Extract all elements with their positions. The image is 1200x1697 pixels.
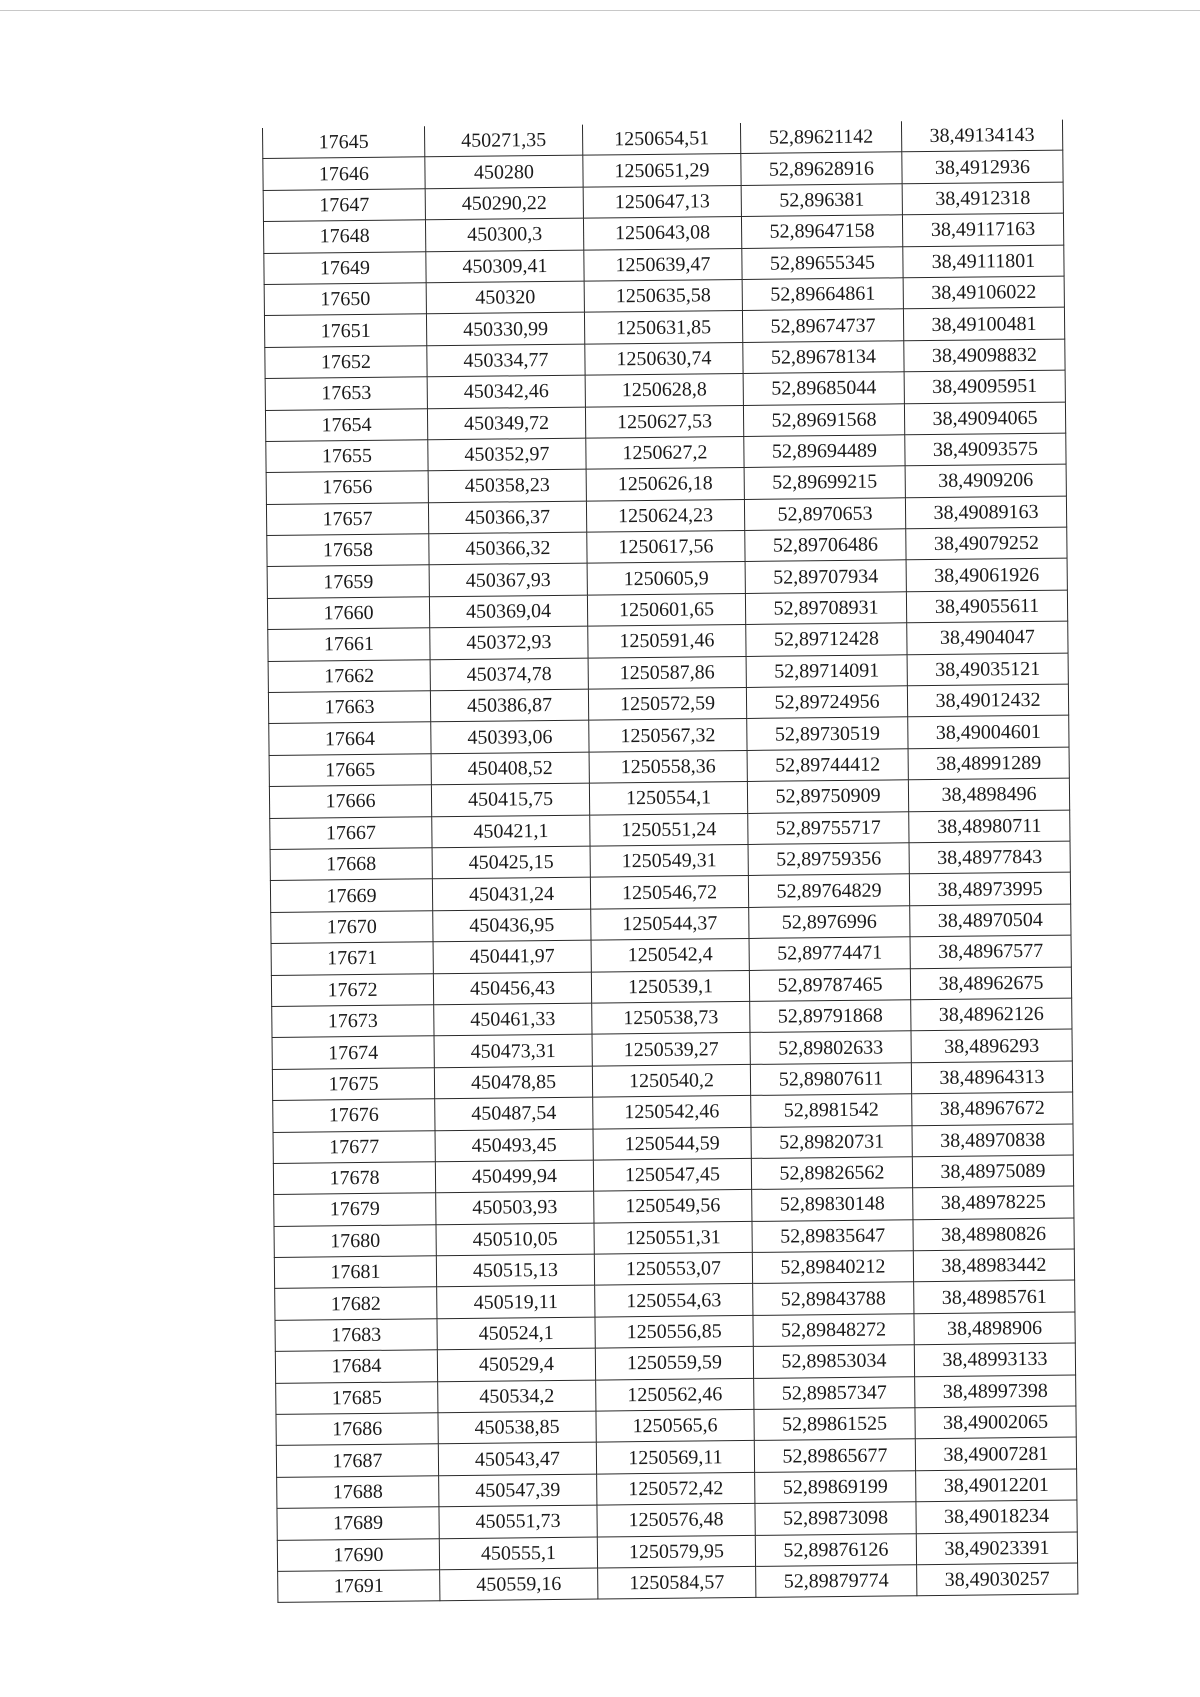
y-coordinate-cell: 1250654,51 — [582, 123, 740, 156]
y-coordinate-cell: 1250554,63 — [595, 1284, 753, 1317]
longitude-cell: 38,49098832 — [904, 339, 1065, 372]
latitude-cell: 52,89694489 — [744, 435, 905, 468]
latitude-cell: 52,89628916 — [741, 152, 902, 185]
latitude-cell: 52,89699215 — [744, 466, 905, 499]
longitude-cell: 38,48967672 — [912, 1092, 1073, 1125]
latitude-cell: 52,89840212 — [752, 1251, 913, 1284]
latitude-cell: 52,89879774 — [756, 1565, 917, 1598]
longitude-cell: 38,49093575 — [905, 433, 1066, 466]
y-coordinate-cell: 1250627,2 — [586, 436, 744, 469]
point-number-cell: 17679 — [274, 1193, 436, 1226]
longitude-cell: 38,49012432 — [907, 684, 1068, 717]
y-coordinate-cell: 1250559,59 — [595, 1347, 753, 1380]
x-coordinate-cell: 450349,72 — [427, 407, 585, 440]
y-coordinate-cell: 1250551,31 — [594, 1221, 752, 1254]
point-number-cell: 17658 — [267, 534, 429, 567]
x-coordinate-cell: 450421,1 — [432, 815, 590, 848]
latitude-cell: 52,89802633 — [750, 1031, 911, 1064]
x-coordinate-cell: 450320 — [426, 281, 584, 314]
latitude-cell: 52,89706486 — [745, 529, 906, 562]
point-number-cell: 17673 — [272, 1005, 434, 1038]
longitude-cell: 38,48967577 — [910, 935, 1071, 968]
y-coordinate-cell: 1250546,72 — [590, 876, 748, 909]
x-coordinate-cell: 450290,22 — [425, 187, 583, 220]
x-coordinate-cell: 450271,35 — [424, 125, 582, 158]
longitude-cell: 38,49035121 — [907, 653, 1068, 686]
point-number-cell: 17651 — [264, 314, 426, 347]
latitude-cell: 52,89857347 — [754, 1376, 915, 1409]
y-coordinate-cell: 1250617,56 — [587, 531, 745, 564]
y-coordinate-cell: 1250627,53 — [585, 405, 743, 438]
point-number-cell: 17660 — [267, 597, 429, 630]
y-coordinate-cell: 1250538,73 — [592, 1001, 750, 1034]
point-number-cell: 17664 — [269, 722, 431, 755]
latitude-cell: 52,89787465 — [749, 968, 910, 1001]
y-coordinate-cell: 1250584,57 — [598, 1566, 756, 1599]
point-number-cell: 17671 — [271, 942, 433, 975]
point-number-cell: 17672 — [271, 973, 433, 1006]
x-coordinate-cell: 450386,87 — [430, 689, 588, 722]
x-coordinate-cell: 450503,93 — [436, 1191, 594, 1224]
y-coordinate-cell: 1250565,6 — [596, 1409, 754, 1442]
point-number-cell: 17668 — [270, 848, 432, 881]
x-coordinate-cell: 450519,11 — [437, 1286, 595, 1319]
longitude-cell: 38,4898906 — [914, 1312, 1075, 1345]
x-coordinate-cell: 450499,94 — [435, 1160, 593, 1193]
latitude-cell: 52,89744412 — [747, 749, 908, 782]
longitude-cell: 38,48970838 — [912, 1124, 1073, 1157]
point-number-cell: 17678 — [273, 1162, 435, 1195]
latitude-cell: 52,89707934 — [745, 560, 906, 593]
y-coordinate-cell: 1250579,95 — [597, 1535, 755, 1568]
y-coordinate-cell: 1250635,58 — [584, 279, 742, 312]
longitude-cell: 38,4896293 — [911, 1029, 1072, 1062]
point-number-cell: 17654 — [265, 408, 427, 441]
x-coordinate-cell: 450330,99 — [426, 312, 584, 345]
y-coordinate-cell: 1250547,45 — [593, 1158, 751, 1191]
x-coordinate-cell: 450309,41 — [426, 250, 584, 283]
latitude-cell: 52,89708931 — [745, 592, 906, 625]
point-number-cell: 17677 — [273, 1130, 435, 1163]
latitude-cell: 52,89820731 — [751, 1125, 912, 1158]
x-coordinate-cell: 450393,06 — [431, 721, 589, 754]
point-number-cell: 17687 — [276, 1444, 438, 1477]
longitude-cell: 38,48980826 — [913, 1218, 1074, 1251]
y-coordinate-cell: 1250549,56 — [594, 1190, 752, 1223]
x-coordinate-cell: 450478,85 — [434, 1066, 592, 1099]
y-coordinate-cell: 1250643,08 — [583, 217, 741, 250]
x-coordinate-cell: 450547,39 — [439, 1474, 597, 1507]
latitude-cell: 52,89755717 — [748, 811, 909, 844]
point-number-cell: 17646 — [263, 157, 425, 190]
x-coordinate-cell: 450369,04 — [429, 595, 587, 628]
latitude-cell: 52,89848272 — [753, 1314, 914, 1347]
point-number-cell: 17676 — [273, 1099, 435, 1132]
point-number-cell: 17681 — [274, 1256, 436, 1289]
y-coordinate-cell: 1250540,2 — [592, 1064, 750, 1097]
latitude-cell: 52,896381 — [741, 184, 902, 217]
y-coordinate-cell: 1250572,42 — [597, 1472, 755, 1505]
y-coordinate-cell: 1250539,27 — [592, 1033, 750, 1066]
latitude-cell: 52,8976996 — [749, 906, 910, 939]
y-coordinate-cell: 1250539,1 — [591, 970, 749, 1003]
latitude-cell: 52,89664861 — [742, 278, 903, 311]
latitude-cell: 52,89853034 — [753, 1345, 914, 1378]
longitude-cell: 38,48964313 — [911, 1061, 1072, 1094]
latitude-cell: 52,89865677 — [754, 1439, 915, 1472]
latitude-cell: 52,8981542 — [751, 1094, 912, 1127]
point-number-cell: 17683 — [275, 1319, 437, 1352]
y-coordinate-cell: 1250544,59 — [593, 1127, 751, 1160]
coordinates-table — [262, 120, 1078, 1604]
latitude-cell: 52,89830148 — [752, 1188, 913, 1221]
longitude-cell: 38,49094065 — [904, 402, 1065, 435]
point-number-cell: 17685 — [276, 1381, 438, 1414]
y-coordinate-cell: 1250554,1 — [589, 782, 747, 815]
point-number-cell: 17669 — [270, 879, 432, 912]
point-number-cell: 17686 — [276, 1413, 438, 1446]
x-coordinate-cell: 450510,05 — [436, 1223, 594, 1256]
x-coordinate-cell: 450487,54 — [435, 1097, 593, 1130]
point-number-cell: 17690 — [277, 1538, 439, 1571]
y-coordinate-cell: 1250549,31 — [590, 844, 748, 877]
longitude-cell: 38,4912318 — [902, 182, 1063, 215]
y-coordinate-cell: 1250542,46 — [593, 1096, 751, 1129]
y-coordinate-cell: 1250628,8 — [585, 374, 743, 407]
point-number-cell: 17652 — [265, 346, 427, 379]
y-coordinate-cell: 1250626,18 — [586, 468, 744, 501]
point-number-cell: 17684 — [275, 1350, 437, 1383]
x-coordinate-cell: 450524,1 — [437, 1317, 595, 1350]
latitude-cell: 52,8970653 — [744, 497, 905, 530]
longitude-cell: 38,48997398 — [915, 1375, 1076, 1408]
latitude-cell: 52,89759356 — [748, 843, 909, 876]
longitude-cell: 38,49106022 — [903, 276, 1064, 309]
longitude-cell: 38,48985761 — [914, 1281, 1075, 1314]
longitude-cell: 38,48970504 — [910, 904, 1071, 937]
point-number-cell: 17661 — [268, 628, 430, 661]
y-coordinate-cell: 1250651,29 — [583, 154, 741, 187]
point-number-cell: 17674 — [272, 1036, 434, 1069]
longitude-cell: 38,48977843 — [909, 841, 1070, 874]
y-coordinate-cell: 1250624,23 — [586, 499, 744, 532]
latitude-cell: 52,89621142 — [740, 121, 901, 154]
x-coordinate-cell: 450543,47 — [438, 1442, 596, 1475]
latitude-cell: 52,89691568 — [743, 403, 904, 436]
longitude-cell: 38,49012201 — [916, 1469, 1077, 1502]
x-coordinate-cell: 450366,32 — [429, 532, 587, 565]
x-coordinate-cell: 450555,1 — [439, 1537, 597, 1570]
point-number-cell: 17655 — [266, 440, 428, 473]
point-number-cell: 17649 — [264, 251, 426, 284]
x-coordinate-cell: 450300,3 — [425, 218, 583, 251]
point-number-cell: 17667 — [270, 816, 432, 849]
x-coordinate-cell: 450473,31 — [434, 1034, 592, 1067]
y-coordinate-cell: 1250542,4 — [591, 939, 749, 972]
latitude-cell: 52,89807611 — [750, 1062, 911, 1095]
y-coordinate-cell: 1250558,36 — [589, 750, 747, 783]
longitude-cell: 38,49055611 — [906, 590, 1067, 623]
longitude-cell: 38,49007281 — [915, 1437, 1076, 1470]
x-coordinate-cell: 450425,15 — [432, 846, 590, 879]
latitude-cell: 52,89869199 — [755, 1471, 916, 1504]
latitude-cell: 52,89724956 — [746, 686, 907, 719]
x-coordinate-cell: 450529,4 — [437, 1348, 595, 1381]
y-coordinate-cell: 1250551,24 — [590, 813, 748, 846]
longitude-cell: 38,49117163 — [902, 213, 1063, 246]
longitude-cell: 38,49061926 — [906, 559, 1067, 592]
x-coordinate-cell: 450441,97 — [433, 940, 591, 973]
longitude-cell: 38,49111801 — [903, 245, 1064, 278]
longitude-cell: 38,48973995 — [909, 872, 1070, 905]
x-coordinate-cell: 450366,37 — [428, 501, 586, 534]
latitude-cell: 52,89843788 — [753, 1282, 914, 1315]
x-coordinate-cell: 450559,16 — [440, 1568, 598, 1601]
y-coordinate-cell: 1250576,48 — [597, 1504, 755, 1537]
y-coordinate-cell: 1250587,86 — [588, 656, 746, 689]
point-number-cell: 17682 — [275, 1287, 437, 1320]
latitude-cell: 52,89730519 — [747, 717, 908, 750]
latitude-cell: 52,89873098 — [755, 1502, 916, 1535]
latitude-cell: 52,89774471 — [749, 937, 910, 970]
longitude-cell: 38,4909206 — [905, 464, 1066, 497]
y-coordinate-cell: 1250639,47 — [584, 248, 742, 281]
point-number-cell: 17663 — [268, 691, 430, 724]
longitude-cell: 38,49002065 — [915, 1406, 1076, 1439]
x-coordinate-cell: 450280 — [425, 156, 583, 189]
latitude-cell: 52,89876126 — [755, 1533, 916, 1566]
x-coordinate-cell: 450358,23 — [428, 469, 586, 502]
scan-edge-line — [0, 10, 1200, 11]
x-coordinate-cell: 450408,52 — [431, 752, 589, 785]
x-coordinate-cell: 450551,73 — [439, 1505, 597, 1538]
y-coordinate-cell: 1250562,46 — [596, 1378, 754, 1411]
x-coordinate-cell: 450456,43 — [433, 972, 591, 1005]
longitude-cell: 38,49023391 — [916, 1532, 1077, 1565]
point-number-cell: 17688 — [277, 1476, 439, 1509]
longitude-cell: 38,4904047 — [907, 621, 1068, 654]
latitude-cell: 52,89685044 — [743, 372, 904, 405]
y-coordinate-cell: 1250572,59 — [588, 687, 746, 720]
x-coordinate-cell: 450431,24 — [432, 877, 590, 910]
longitude-cell: 38,48975089 — [912, 1155, 1073, 1188]
latitude-cell: 52,89835647 — [752, 1219, 913, 1252]
longitude-cell: 38,49095951 — [904, 370, 1065, 403]
longitude-cell: 38,49100481 — [903, 307, 1064, 340]
longitude-cell: 38,48978225 — [913, 1186, 1074, 1219]
y-coordinate-cell: 1250567,32 — [589, 719, 747, 752]
x-coordinate-cell: 450415,75 — [431, 783, 589, 816]
longitude-cell: 38,48993133 — [914, 1343, 1075, 1376]
x-coordinate-cell: 450493,45 — [435, 1129, 593, 1162]
x-coordinate-cell: 450352,97 — [428, 438, 586, 471]
y-coordinate-cell: 1250569,11 — [596, 1441, 754, 1474]
longitude-cell: 38,48980711 — [909, 810, 1070, 843]
latitude-cell: 52,89861525 — [754, 1408, 915, 1441]
latitude-cell: 52,89750909 — [747, 780, 908, 813]
y-coordinate-cell: 1250631,85 — [584, 311, 742, 344]
longitude-cell: 38,49004601 — [908, 716, 1069, 749]
point-number-cell: 17656 — [266, 471, 428, 504]
x-coordinate-cell: 450436,95 — [433, 909, 591, 942]
latitude-cell: 52,89647158 — [741, 215, 902, 248]
latitude-cell: 52,89714091 — [746, 654, 907, 687]
latitude-cell: 52,89791868 — [750, 1000, 911, 1033]
point-number-cell: 17659 — [267, 565, 429, 598]
point-number-cell: 17691 — [278, 1570, 440, 1603]
point-number-cell: 17675 — [272, 1067, 434, 1100]
latitude-cell: 52,89678134 — [743, 341, 904, 374]
x-coordinate-cell: 450367,93 — [429, 564, 587, 597]
y-coordinate-cell: 1250601,65 — [587, 593, 745, 626]
latitude-cell: 52,89764829 — [748, 874, 909, 907]
longitude-cell: 38,48983442 — [913, 1249, 1074, 1282]
point-number-cell: 17666 — [269, 785, 431, 818]
longitude-cell: 38,49089163 — [905, 496, 1066, 529]
y-coordinate-cell: 1250591,46 — [588, 625, 746, 658]
y-coordinate-cell: 1250605,9 — [587, 562, 745, 595]
longitude-cell: 38,48991289 — [908, 747, 1069, 780]
point-number-cell: 17670 — [271, 911, 433, 944]
x-coordinate-cell: 450342,46 — [427, 375, 585, 408]
point-number-cell: 17662 — [268, 659, 430, 692]
x-coordinate-cell: 450461,33 — [434, 1003, 592, 1036]
longitude-cell: 38,49018234 — [916, 1500, 1077, 1533]
longitude-cell: 38,4898496 — [908, 778, 1069, 811]
latitude-cell: 52,89674737 — [742, 309, 903, 342]
x-coordinate-cell: 450515,13 — [436, 1254, 594, 1287]
point-number-cell: 17647 — [263, 189, 425, 222]
x-coordinate-cell: 450538,85 — [438, 1411, 596, 1444]
latitude-cell: 52,89826562 — [751, 1157, 912, 1190]
longitude-cell: 38,48962126 — [911, 998, 1072, 1031]
longitude-cell: 38,4912936 — [902, 151, 1063, 184]
x-coordinate-cell: 450534,2 — [438, 1380, 596, 1413]
longitude-cell: 38,49134143 — [901, 120, 1062, 153]
x-coordinate-cell: 450372,93 — [430, 626, 588, 659]
longitude-cell: 38,49079252 — [906, 527, 1067, 560]
longitude-cell: 38,48962675 — [910, 967, 1071, 1000]
y-coordinate-cell: 1250630,74 — [585, 342, 743, 375]
y-coordinate-cell: 1250556,85 — [595, 1315, 753, 1348]
point-number-cell: 17689 — [277, 1507, 439, 1540]
y-coordinate-cell: 1250647,13 — [583, 185, 741, 218]
latitude-cell: 52,89655345 — [742, 246, 903, 279]
point-number-cell: 17648 — [263, 220, 425, 253]
y-coordinate-cell: 1250544,37 — [591, 907, 749, 940]
x-coordinate-cell: 450374,78 — [430, 658, 588, 691]
latitude-cell: 52,89712428 — [746, 623, 907, 656]
y-coordinate-cell: 1250553,07 — [594, 1252, 752, 1285]
point-number-cell: 17645 — [262, 126, 424, 159]
longitude-cell: 38,49030257 — [917, 1563, 1078, 1596]
x-coordinate-cell: 450334,77 — [427, 344, 585, 377]
coordinates-table-body — [262, 120, 1077, 1603]
point-number-cell: 17680 — [274, 1224, 436, 1257]
point-number-cell: 17653 — [265, 377, 427, 410]
point-number-cell: 17665 — [269, 754, 431, 787]
point-number-cell: 17650 — [264, 283, 426, 316]
point-number-cell: 17657 — [266, 502, 428, 535]
